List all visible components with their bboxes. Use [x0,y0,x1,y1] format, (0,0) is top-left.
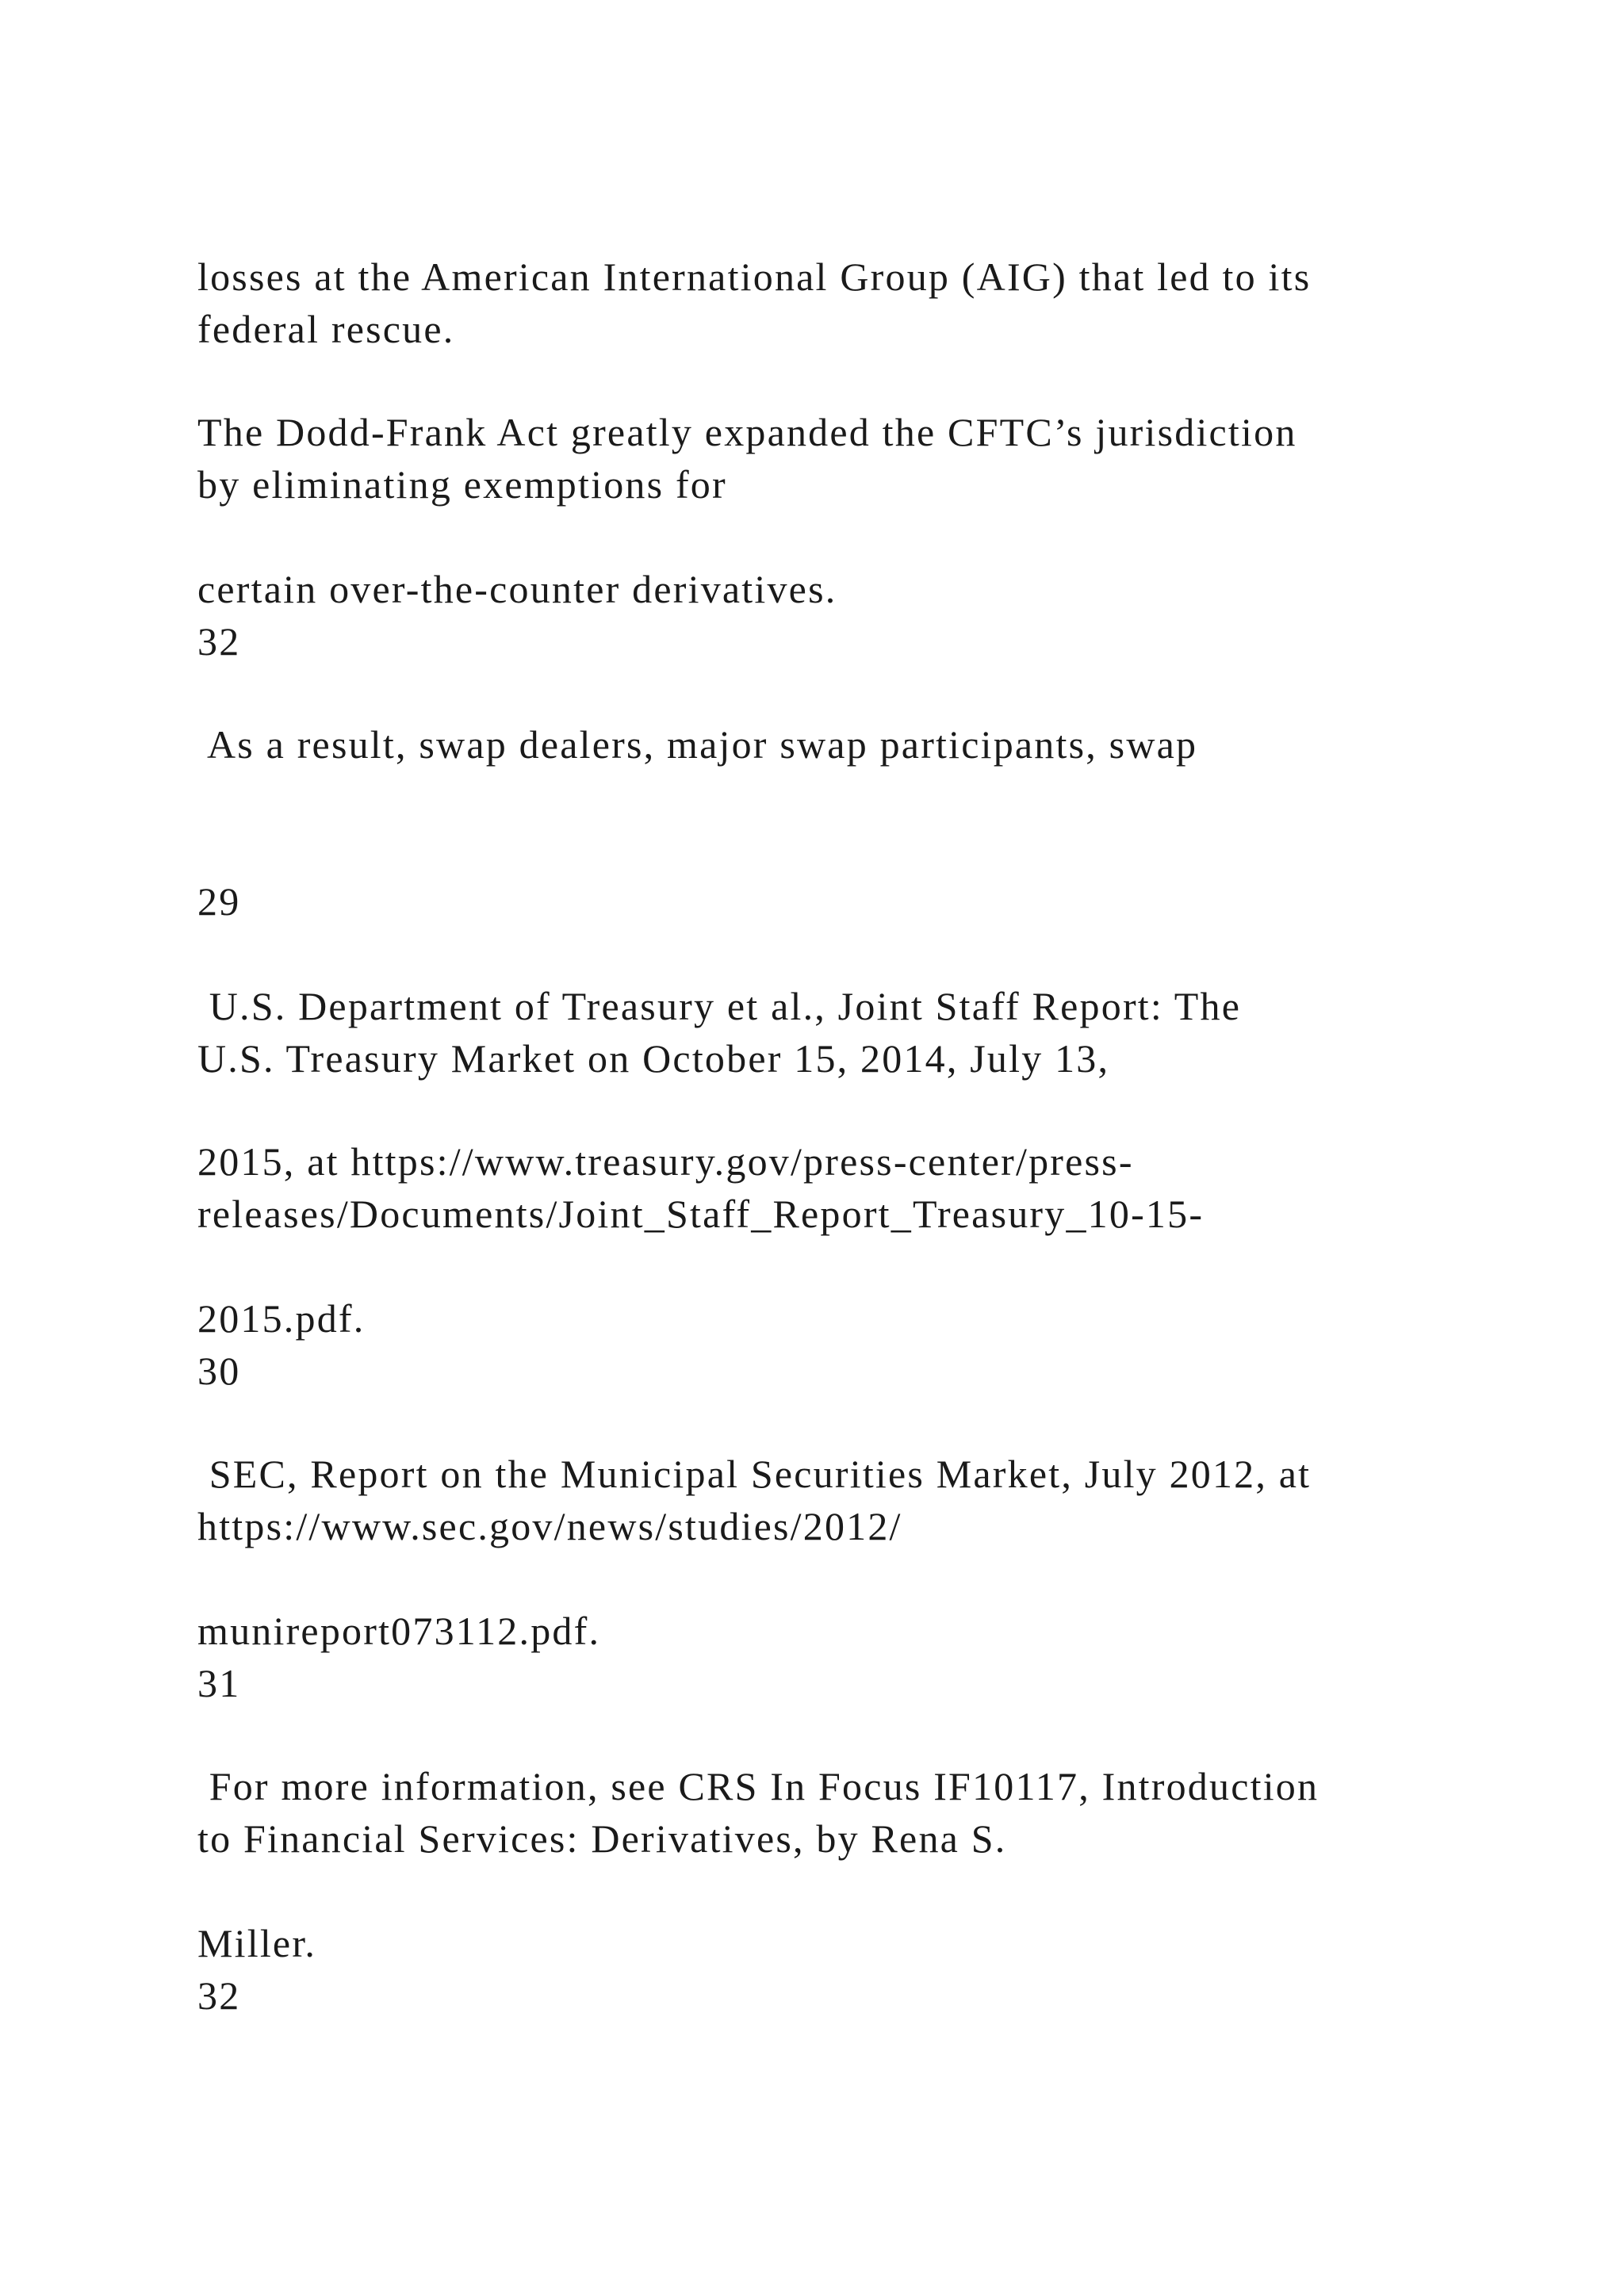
footnote-number: 31 [197,1661,241,1705]
footnote-text-line: 2015.pdf. [197,1296,366,1341]
footnote-text-line: https://www.sec.gov/news/studies/2012/ [197,1504,902,1548]
footnote-number: 30 [197,1349,241,1393]
footnote-text-line: Miller. [197,1921,317,1965]
footnote-number: 29 [197,879,241,924]
body-text-line: certain over-the-counter derivatives. [197,567,837,611]
body-text-line: federal rescue. [197,307,455,351]
footnote-text-line: munireport073112.pdf. [197,1609,601,1653]
footnote-text-line: U.S. Department of Treasury et al., Joint Staff Report: The [197,984,1242,1028]
footnote-text-line: releases/Documents/Joint_Staff_Report_Treasury_10-15- [197,1192,1205,1236]
footnote-text-line: to Financial Services: Derivatives, by Rena S. [197,1816,1007,1861]
body-text-line: losses at the American International Group (AIG) that led to its [197,254,1312,299]
footnote-text-line: For more information, see CRS In Focus IF10117, Introduction [197,1764,1320,1808]
footnote-number: 32 [197,1973,241,2018]
body-text-line: by eliminating exemptions for [197,462,727,507]
body-text-line: The Dodd-Frank Act greatly expanded the CFTC’s jurisdiction [197,410,1297,454]
footnote-text-line: 2015, at https://www.treasury.gov/press-center/press- [197,1139,1134,1184]
body-text-line: As a result, swap dealers, major swap participants, swap [197,722,1198,767]
footnote-text-line: U.S. Treasury Market on October 15, 2014, July 13, [197,1036,1110,1081]
footnote-text-line: SEC, Report on the Municipal Securities Market, July 2012, at [197,1452,1312,1496]
footnote-marker: 32 [197,619,241,664]
